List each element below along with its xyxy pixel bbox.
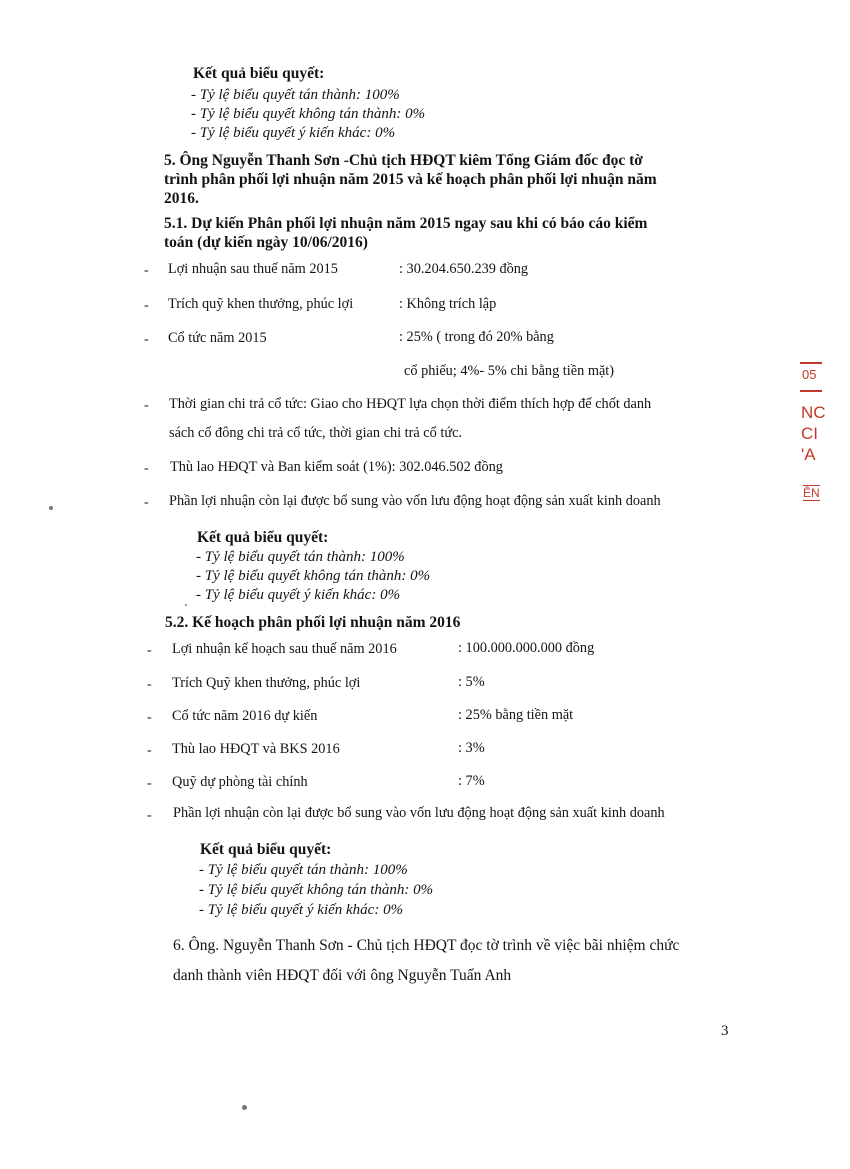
list-item-label: Trích Quỹ khen thưởng, phúc lợi — [172, 675, 361, 691]
section-5-1-heading-line: toán (dự kiến ngày 10/06/2016) — [164, 234, 368, 251]
vote-reject-line: - Tỷ lệ biểu quyết không tán thành: 0% — [199, 882, 434, 898]
list-dash: - — [144, 461, 149, 476]
list-item-label: Thù lao HĐQT và BKS 2016 — [172, 741, 340, 757]
remaining-profit-line: Phần lợi nhuận còn lại được bổ sung vào vốn lưu động hoạt động sản xuất kinh doanh — [169, 493, 661, 509]
list-item-label: Lợi nhuận kế hoạch sau thuế năm 2016 — [172, 641, 397, 657]
section-5-heading-line: 5. Ông Nguyễn Thanh Sơn -Chủ tịch HĐQT kiêm Tổng Giám đốc đọc tờ — [164, 152, 643, 169]
stamp-text: 05 — [802, 367, 817, 382]
stamp-frame — [800, 362, 822, 392]
list-item-label: Trích quỹ khen thưởng, phúc lợi — [168, 296, 354, 312]
list-dash: - — [144, 495, 149, 510]
list-dash: - — [147, 710, 152, 725]
vote-approve-line: - Tỷ lệ biểu quyết tán thành: 100% — [191, 87, 400, 103]
vote-result-title: Kết quả biểu quyết: — [193, 65, 325, 82]
list-dash: - — [147, 643, 152, 658]
list-dash: - — [144, 263, 149, 278]
list-item-value: : 25% bằng tiền mặt — [458, 707, 574, 723]
dividend-time-line: Thời gian chi trả cổ tức: Giao cho HĐQT lựa chọn thời điểm thích hợp để chốt danh — [169, 396, 652, 412]
vote-reject-line: - Tỷ lệ biểu quyết không tán thành: 0% — [196, 568, 431, 584]
scan-speck — [185, 604, 187, 606]
dividend-time-line: sách cổ đông chi trả cổ tức, thời gian chi trả cổ tức. — [169, 425, 463, 441]
scan-speck — [242, 1105, 247, 1110]
stamp-text: ÊN — [803, 486, 820, 500]
stamp-text: CI — [801, 424, 818, 443]
vote-reject-line: - Tỷ lệ biểu quyết không tán thành: 0% — [191, 106, 426, 122]
list-item-value-continued: cổ phiếu; 4%- 5% chi bằng tiền mặt) — [404, 363, 615, 379]
vote-result-title: Kết quả biểu quyết: — [197, 529, 329, 546]
stamp-text: NC — [801, 403, 826, 422]
scan-speck — [49, 506, 53, 510]
list-dash: - — [144, 332, 149, 347]
list-dash: - — [147, 776, 152, 791]
vote-approve-line: - Tỷ lệ biểu quyết tán thành: 100% — [199, 862, 408, 878]
list-dash: - — [144, 298, 149, 313]
list-item-value: : 100.000.000.000 đồng — [458, 640, 595, 656]
section-6-line: danh thành viên HĐQT đối với ông Nguyễn Tuấn Anh — [173, 967, 512, 984]
list-item-label: Quỹ dự phòng tài chính — [172, 774, 308, 790]
list-item-value: : 3% — [458, 740, 485, 756]
section-5-1-heading-line: 5.1. Dự kiến Phân phối lợi nhuận năm 2015 ngay sau khi có báo cáo kiểm — [164, 215, 648, 232]
page-number: 3 — [721, 1023, 729, 1039]
section-5-heading-line: 2016. — [164, 190, 199, 207]
vote-result-title: Kết quả biểu quyết: — [200, 841, 332, 858]
remaining-profit-line: Phần lợi nhuận còn lại được bổ sung vào vốn lưu động hoạt động sản xuất kinh doanh — [173, 805, 665, 821]
list-item-label: Cổ tức năm 2016 dự kiến — [172, 708, 318, 724]
vote-other-line: - Tỷ lệ biểu quyết ý kiến khác: 0% — [191, 125, 396, 141]
list-item-value: : 5% — [458, 674, 485, 690]
list-item-value: : 30.204.650.239 đồng — [399, 261, 529, 277]
list-dash: - — [147, 808, 152, 823]
section-5-2-heading: 5.2. Kế hoạch phân phối lợi nhuận năm 2016 — [165, 614, 461, 631]
list-dash: - — [147, 743, 152, 758]
stamp-text: 'A — [801, 445, 816, 464]
list-item-label: Cổ tức năm 2015 — [168, 330, 267, 346]
list-item-label: Lợi nhuận sau thuế năm 2015 — [168, 261, 338, 277]
list-item-value: : 7% — [458, 773, 485, 789]
section-5-heading-line: trình phân phối lợi nhuận năm 2015 và kế hoạch phân phối lợi nhuận năm — [164, 171, 657, 188]
board-fee-line: Thù lao HĐQT và Ban kiểm soát (1%): 302.046.502 đồng — [170, 459, 503, 475]
vote-approve-line: - Tỷ lệ biểu quyết tán thành: 100% — [196, 549, 405, 565]
list-item-value: : 25% ( trong đó 20% bằng — [399, 329, 554, 345]
list-dash: - — [147, 677, 152, 692]
section-6-line: 6. Ông. Nguyễn Thanh Sơn - Chủ tịch HĐQT đọc tờ trình về việc bãi nhiệm chức — [173, 937, 680, 954]
vote-other-line: - Tỷ lệ biểu quyết ý kiến khác: 0% — [199, 902, 404, 918]
list-item-value: : Không trích lập — [399, 296, 497, 312]
list-dash: - — [144, 398, 149, 413]
vote-other-line: - Tỷ lệ biểu quyết ý kiến khác: 0% — [196, 587, 401, 603]
